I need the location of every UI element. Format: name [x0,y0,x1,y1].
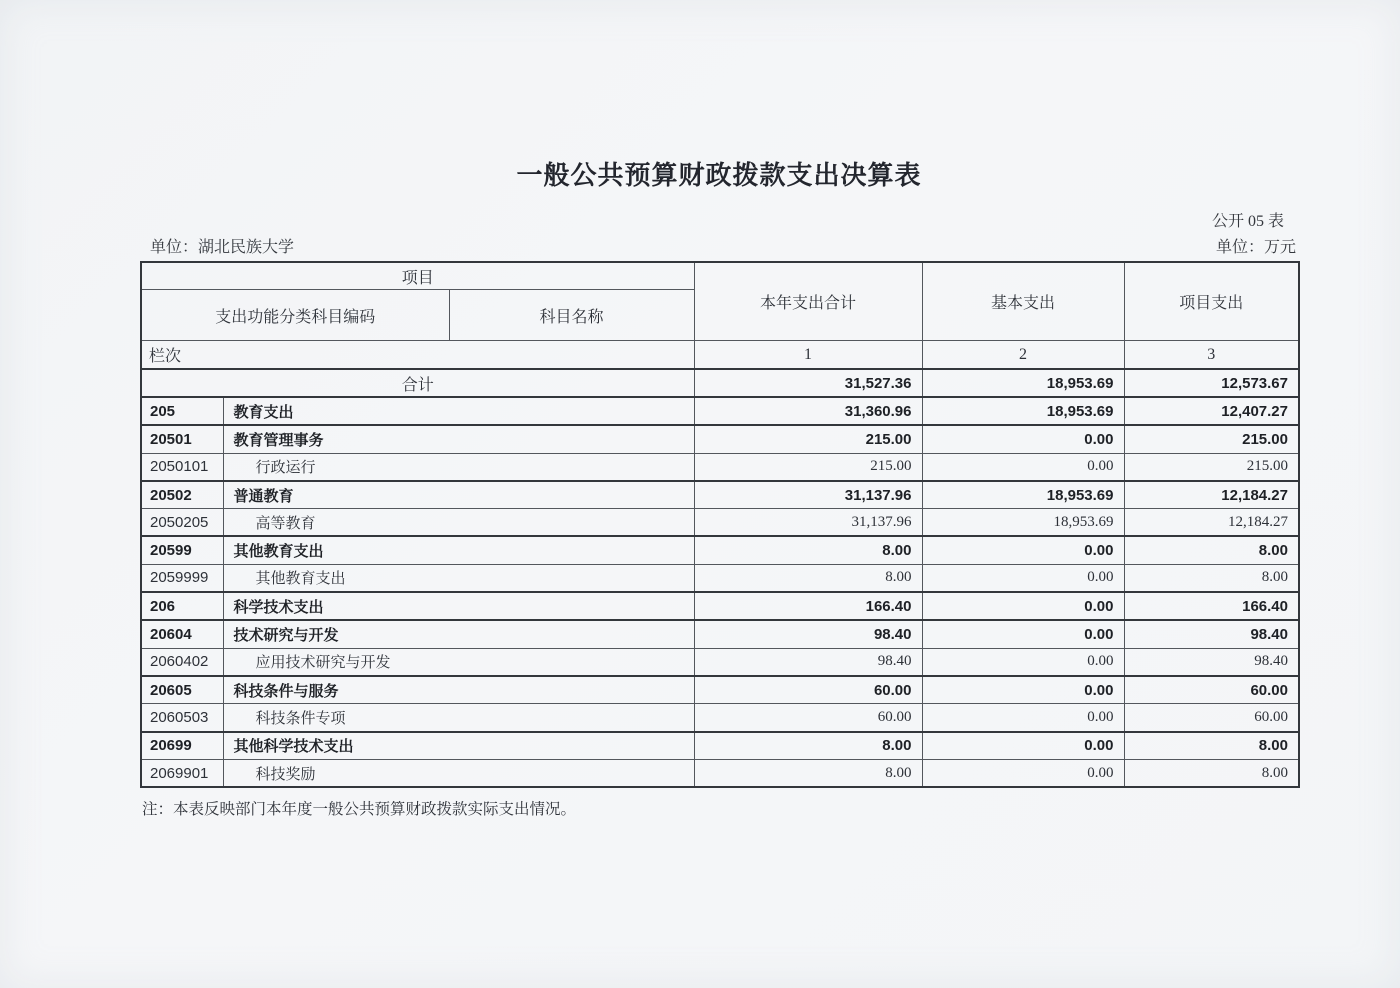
subject-name-cell: 应用技术研究与开发 [223,648,694,676]
subject-name-cell: 高等教育 [223,509,694,537]
value-cell: 60.00 [1124,676,1299,704]
value-cell: 0.00 [922,648,1124,676]
table-row [141,564,1299,592]
function-code-cell: 2060503 [141,704,223,732]
total-value-cell: 18,953.69 [922,369,1124,397]
value-cell: 0.00 [922,732,1124,760]
meta-row [140,234,1298,257]
value-cell: 215.00 [694,453,922,481]
document-content [140,0,1298,819]
table-row [141,453,1299,481]
function-code-cell: 2069901 [141,759,223,787]
subject-name-cell: 行政运行 [223,453,694,481]
value-cell: 0.00 [922,592,1124,620]
value-cell: 8.00 [694,536,922,564]
value-cell: 98.40 [1124,648,1299,676]
table-row [141,648,1299,676]
function-code-cell: 20605 [141,676,223,704]
footnote: 注：本表反映部门本年度一般公共预算财政拨款实际支出情况。 [142,801,577,819]
value-cell: 12,184.27 [1124,481,1299,509]
subject-name-cell: 其他教育支出 [223,536,694,564]
header-total-expenditure: 本年支出合计 [694,262,922,341]
value-cell: 18,953.69 [922,397,1124,425]
column-number-2: 2 [922,341,1124,370]
value-cell: 8.00 [694,732,922,760]
table-row [141,509,1299,537]
function-code-cell: 2050101 [141,453,223,481]
value-cell: 31,137.96 [694,509,922,537]
value-cell: 215.00 [1124,425,1299,453]
function-code-cell: 2050205 [141,509,223,537]
value-cell: 8.00 [694,564,922,592]
function-code-cell: 20502 [141,481,223,509]
table-body [141,397,1299,787]
total-row [141,369,1299,397]
value-cell: 31,137.96 [694,481,922,509]
table-row [141,620,1299,648]
org-unit-label: 单位：湖北民族大学 [150,239,295,256]
table-row [141,704,1299,732]
header-basic-expenditure: 基本支出 [922,262,1124,341]
unit-of-measure-label: 单位：万元 [1215,239,1296,256]
table-row [141,397,1299,425]
value-cell: 0.00 [922,453,1124,481]
value-cell: 60.00 [1124,704,1299,732]
subject-name-cell: 其他科学技术支出 [223,732,694,760]
value-cell: 8.00 [1124,759,1299,787]
column-number-3: 3 [1124,341,1299,370]
value-cell: 8.00 [1124,536,1299,564]
total-value-cell: 12,573.67 [1124,369,1299,397]
table-row [141,676,1299,704]
function-code-cell: 205 [141,397,223,425]
value-cell: 18,953.69 [922,509,1124,537]
value-cell: 0.00 [922,620,1124,648]
function-code-cell: 206 [141,592,223,620]
table-row [141,425,1299,453]
subject-name-cell: 教育支出 [223,397,694,425]
value-cell: 98.40 [694,620,922,648]
total-value-cell: 31,527.36 [694,369,922,397]
value-cell: 98.40 [694,648,922,676]
value-cell: 12,184.27 [1124,509,1299,537]
subject-name-cell: 科技奖励 [223,759,694,787]
subject-name-cell: 普通教育 [223,481,694,509]
table-row [141,481,1299,509]
value-cell: 0.00 [922,425,1124,453]
value-cell: 60.00 [694,704,922,732]
subject-name-cell: 技术研究与开发 [223,620,694,648]
function-code-cell: 20699 [141,732,223,760]
header-subject-name: 科目名称 [449,290,694,341]
table-number: 公开 05 表 [1211,213,1284,230]
header-function-code: 支出功能分类科目编码 [141,290,449,341]
column-index-row [141,341,1299,370]
value-cell: 12,407.27 [1124,397,1299,425]
value-cell: 0.00 [922,564,1124,592]
value-cell: 215.00 [1124,453,1299,481]
table-row [141,592,1299,620]
total-label: 合计 [141,369,694,397]
value-cell: 0.00 [922,704,1124,732]
column-number-1: 1 [694,341,922,370]
header-project-expenditure: 项目支出 [1124,262,1299,341]
budget-expenditure-table [140,261,1300,788]
column-index-label: 栏次 [141,341,694,370]
value-cell: 60.00 [694,676,922,704]
function-code-cell: 20501 [141,425,223,453]
value-cell: 0.00 [922,676,1124,704]
table-row [141,536,1299,564]
value-cell: 98.40 [1124,620,1299,648]
function-code-cell: 2060402 [141,648,223,676]
subject-name-cell: 科技条件专项 [223,704,694,732]
value-cell: 0.00 [922,536,1124,564]
value-cell: 166.40 [1124,592,1299,620]
value-cell: 166.40 [694,592,922,620]
header-project: 项目 [141,262,694,290]
subject-name-cell: 教育管理事务 [223,425,694,453]
value-cell: 8.00 [1124,732,1299,760]
subject-name-cell: 科学技术支出 [223,592,694,620]
value-cell: 8.00 [1124,564,1299,592]
value-cell: 18,953.69 [922,481,1124,509]
page-title: 一般公共预算财政拨款支出决算表 [516,161,922,190]
function-code-cell: 20604 [141,620,223,648]
value-cell: 8.00 [694,759,922,787]
table-row [141,732,1299,760]
header-row-project [141,262,1299,290]
subject-name-cell: 科技条件与服务 [223,676,694,704]
function-code-cell: 20599 [141,536,223,564]
subject-name-cell: 其他教育支出 [223,564,694,592]
value-cell: 0.00 [922,759,1124,787]
table-row [141,759,1299,787]
value-cell: 31,360.96 [694,397,922,425]
function-code-cell: 2059999 [141,564,223,592]
value-cell: 215.00 [694,425,922,453]
